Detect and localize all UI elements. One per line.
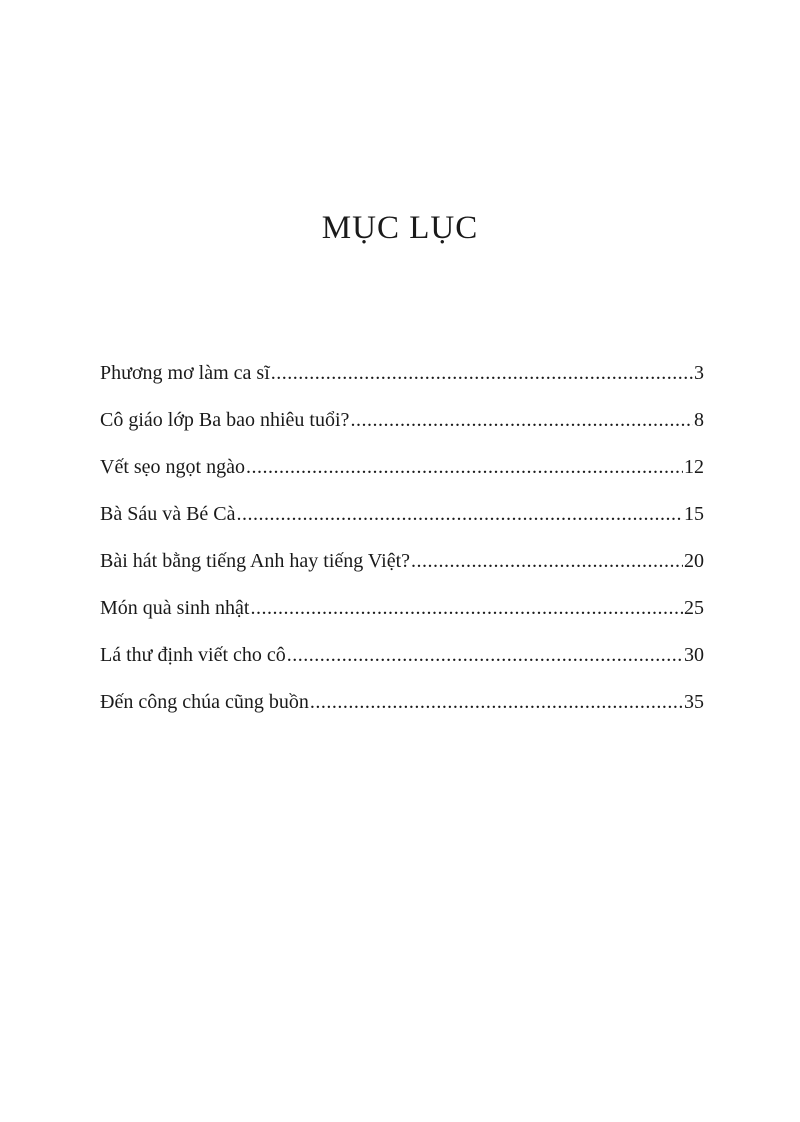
toc-entry-title: Vết sẹo ngọt ngào: [100, 456, 245, 478]
toc-entry-title: Bài hát bằng tiếng Anh hay tiếng Việt?: [100, 550, 411, 572]
toc-entry-page-number: 3: [694, 362, 704, 384]
toc-entry: [100, 591, 704, 638]
toc-entry: [100, 544, 704, 591]
dot-leader: [350, 403, 693, 437]
toc-entry-page-number: 25: [684, 597, 704, 619]
toc-entry-title: Cô giáo lớp Ba bao nhiêu tuổi?: [100, 409, 350, 431]
dot-leader: [250, 591, 683, 625]
dot-leader: [310, 685, 683, 719]
toc-entry-page-number: 30: [684, 644, 704, 666]
dot-leader: [237, 497, 683, 531]
toc-entry-title: Phương mơ làm ca sĩ: [100, 362, 270, 384]
toc-entry-page-number: 20: [684, 550, 704, 572]
dot-leader: [411, 544, 683, 578]
dot-leader: [271, 356, 693, 390]
toc-entry: [100, 356, 704, 403]
toc-entry: [100, 685, 704, 732]
toc-entry: [100, 450, 704, 497]
toc-entry-title: Lá thư định viết cho cô: [100, 644, 286, 666]
toc-entry-title: Món quà sinh nhật: [100, 597, 250, 619]
table-of-contents: [100, 356, 704, 732]
toc-entry-page-number: 15: [684, 503, 704, 525]
dot-leader: [246, 450, 683, 484]
toc-entry-page-number: 8: [694, 409, 704, 431]
toc-entry: [100, 638, 704, 685]
toc-entry: [100, 497, 704, 544]
toc-entry-page-number: 35: [684, 691, 704, 713]
page-title: MỤC LỤC: [321, 210, 479, 246]
toc-entry-page-number: 12: [684, 456, 704, 478]
toc-entry-title: Bà Sáu và Bé Cà: [100, 503, 236, 525]
dot-leader: [287, 638, 683, 672]
toc-entry-title: Đến công chúa cũng buồn: [100, 691, 309, 713]
toc-entry: [100, 403, 704, 450]
